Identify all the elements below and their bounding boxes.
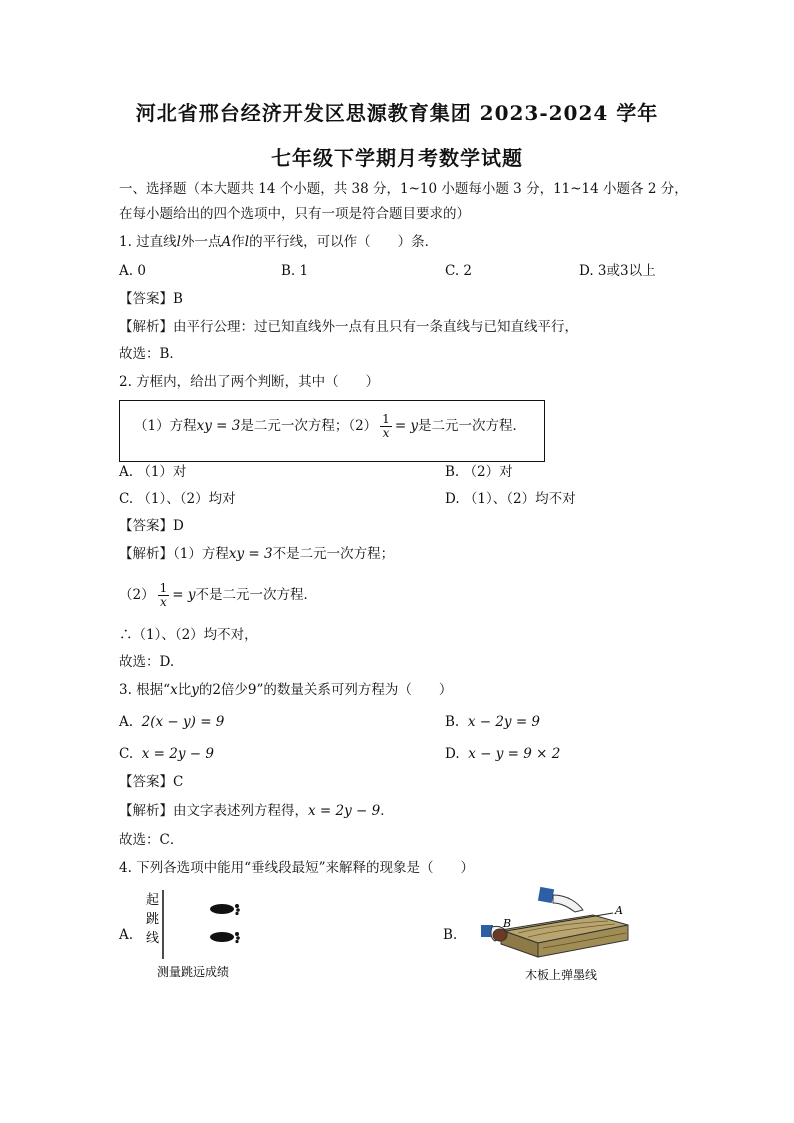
figure-a-caption: 测量跳远成绩 (157, 965, 230, 979)
q2-analysis-equation: xy = 3 (228, 546, 273, 562)
fraction-denominator: x (160, 595, 167, 609)
q3-stem-text: 的2倍少9”的数量关系可列方程为（ ） (198, 682, 453, 698)
q3-option-c (119, 745, 214, 763)
option-label: D. (445, 746, 460, 762)
start-line-char-2: 跳 (146, 912, 160, 927)
q4-figure-b (443, 885, 643, 985)
q2-analysis-text: （2） (119, 587, 155, 603)
q1-option-a: A. 0 (119, 263, 146, 279)
q3-option-a-equation: 2(x − y) = 9 (141, 714, 225, 730)
figure-b-caption: 木板上弹墨线 (525, 968, 598, 982)
point-a-label: A (615, 904, 623, 917)
q1-analysis: 【解析】由平行公理：过已知直线外一点有且只有一条直线与已知直线平行， (119, 319, 578, 335)
q2-judgement-box (119, 400, 545, 462)
q1-answer: 【答案】B (119, 291, 183, 307)
q1-option-d: D. 3或3以上 (579, 263, 656, 279)
title-line-1: 河北省邢台经济开发区思源教育集团 2023-2024 学年 (135, 101, 659, 125)
q3-analysis (119, 802, 394, 820)
ink-pot-icon (493, 929, 507, 941)
q3-analysis-text: 【解析】由文字表述列方程得， (119, 803, 308, 819)
q3-var-x: x (170, 682, 178, 698)
q1-conclusion: 故选：B． (119, 346, 183, 362)
q1-stem (119, 233, 438, 251)
section-heading-line-1: 一、选择题（本大题共 14 个小题，共 38 分，1~10 小题每小题 3 分，11~14 小题各 2 分， (119, 181, 688, 197)
q3-stem-text: 比 (177, 682, 192, 698)
q2-box-text: 是二元一次方程；（2） (240, 418, 378, 434)
q4-stem: 4. 下列各选项中能用“垂线段最短”来解释的现象是（ ） (119, 860, 474, 876)
q2-box-equation-2: = y (394, 418, 419, 434)
q2-box-text: 是二元一次方程． (418, 418, 527, 434)
q4-option-a-label: A. (119, 927, 134, 943)
title-line-2: 七年级下学期月考数学试题 (271, 146, 523, 170)
q3-stem-text: 3. 根据“ (119, 682, 171, 698)
q4-option-b-label: B. (443, 927, 458, 943)
section-heading-line-2: 在每小题给出的四个选项中，只有一项是符合题目要求的） (119, 206, 470, 222)
q3-stem (119, 681, 452, 699)
q2-box-equation-1: xy = 3 (196, 418, 241, 434)
wood-board-figure (443, 885, 643, 985)
long-jump-figure (119, 887, 269, 982)
q3-analysis-text: ． (380, 803, 394, 819)
q2-analysis-fraction (158, 582, 170, 609)
q2-analysis-text: 不是二元一次方程； (272, 546, 395, 562)
q2-box-content (134, 413, 526, 440)
q1-option-c: C. 2 (445, 263, 473, 279)
q2-option-c: C. （1）、（2）均对 (119, 491, 236, 507)
q2-analysis-text: 【解析】（1）方程 (119, 546, 229, 562)
q2-analysis-text: 不是二元一次方程． (195, 587, 317, 603)
q1-stem-text: 的平行线，可以作（ ）条． (249, 234, 439, 250)
q2-option-d: D. （1）、（2）均不对 (445, 491, 576, 507)
sleeve-icon (538, 887, 554, 903)
q3-option-c-equation: x = 2y − 9 (141, 746, 214, 762)
q2-therefore: ∴（1）、（2）均不对， (119, 627, 258, 643)
q1-var-l: l (244, 234, 250, 250)
fraction-numerator: 1 (159, 581, 168, 595)
option-label: C. (119, 746, 134, 762)
start-line-char-1: 起 (146, 893, 160, 908)
q2-conclusion: 故选：D. (119, 654, 175, 670)
point-b-label: B (503, 917, 512, 930)
q3-option-b-equation: x − 2y = 9 (467, 714, 541, 730)
q3-option-d (445, 745, 560, 763)
q2-stem: 2. 方框内，给出了两个判断，其中（ ） (119, 374, 380, 390)
q1-var-a: A (221, 234, 232, 250)
hand-icon (553, 895, 583, 912)
q1-option-b: B. 1 (281, 263, 309, 279)
option-label: B. (445, 714, 460, 730)
q3-option-a (119, 713, 224, 731)
footprint-icon (210, 932, 240, 943)
q2-answer: 【答案】D (119, 518, 184, 534)
q2-analysis-equation: = y (172, 587, 196, 603)
fraction-denominator: x (382, 426, 390, 440)
option-label: A. (119, 714, 134, 730)
q3-var-y: y (191, 682, 199, 698)
fraction-numerator: 1 (382, 412, 390, 426)
q2-option-a: A. （1）对 (119, 464, 187, 480)
q2-box-fraction (380, 413, 392, 440)
q3-answer: 【答案】C (119, 774, 184, 790)
q2-box-text: （1）方程 (134, 418, 197, 434)
q1-stem-text: 1. 过直线 (119, 234, 177, 250)
q3-option-b (445, 713, 540, 731)
footprint-icon (210, 904, 240, 915)
q2-option-b: B. （2）对 (445, 464, 513, 480)
q2-analysis-line-2 (119, 582, 317, 609)
q4-figure-a (119, 887, 269, 982)
q3-option-d-equation: x − y = 9 × 2 (468, 746, 561, 762)
q1-var-l: l (176, 234, 181, 250)
q3-conclusion: 故选：C． (119, 832, 184, 848)
q1-stem-text: 外一点 (181, 234, 222, 250)
q2-analysis (119, 545, 394, 563)
q1-stem-text: 作 (231, 234, 245, 250)
q3-analysis-equation: x = 2y − 9 (308, 803, 381, 819)
start-line-char-3: 线 (146, 931, 160, 946)
